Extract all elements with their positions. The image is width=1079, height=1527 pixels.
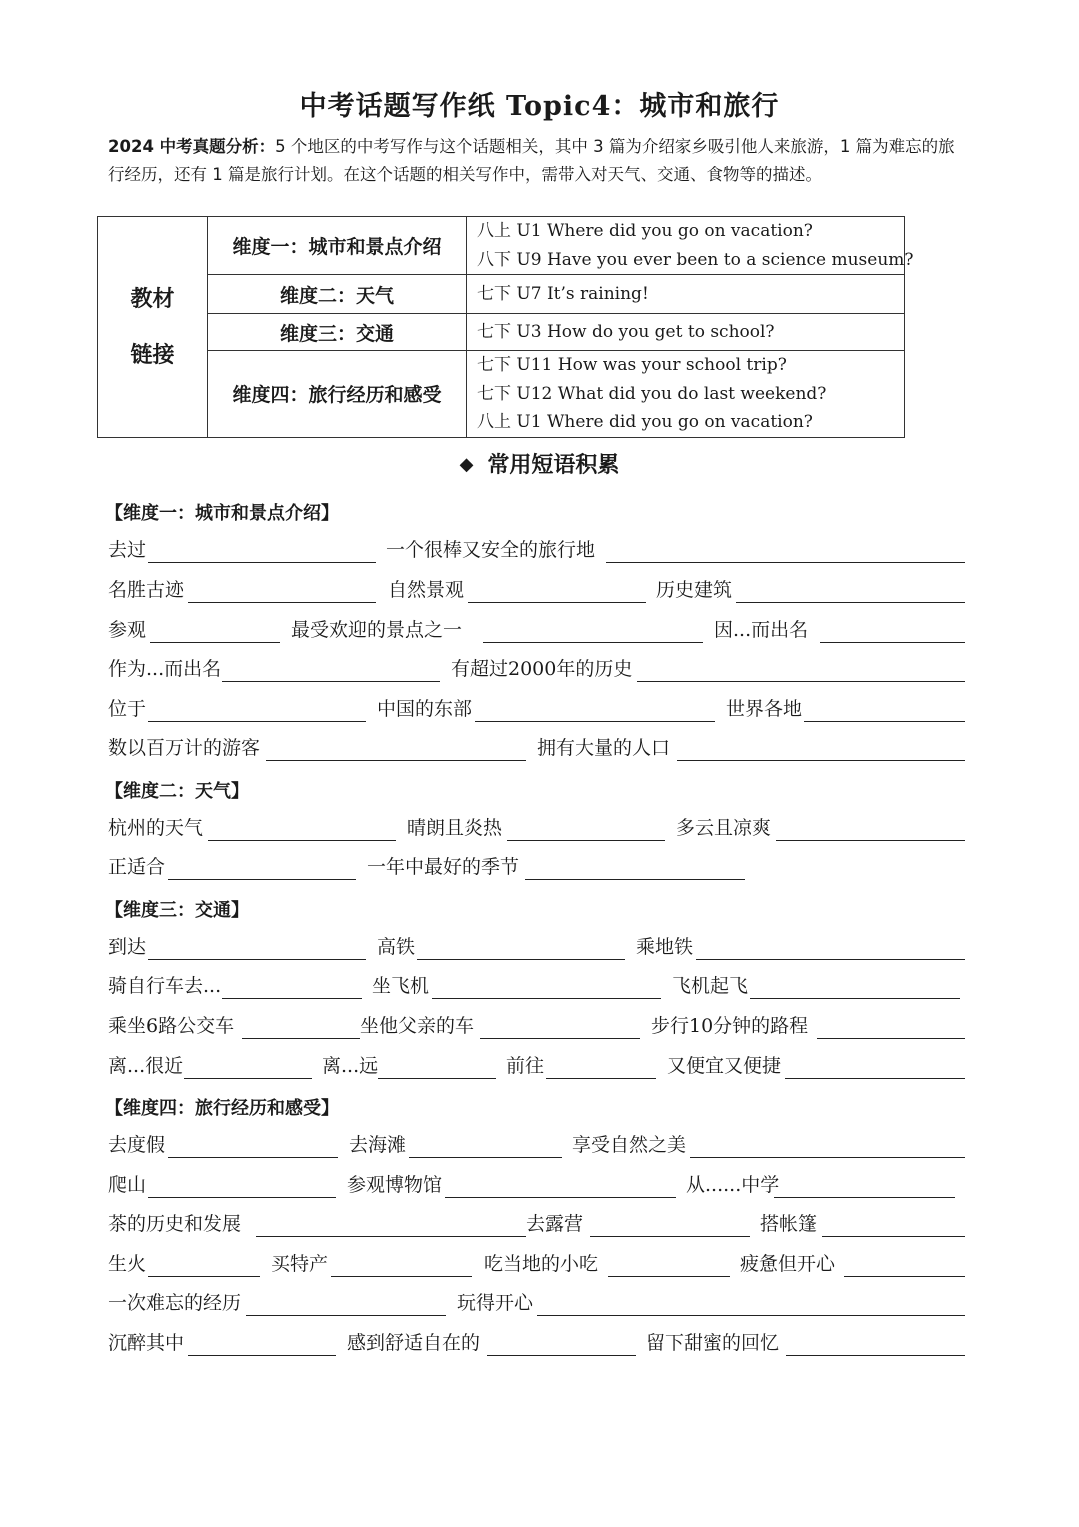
phrase-label: 去露营 xyxy=(526,1213,584,1235)
answer-blank[interactable] xyxy=(487,1355,636,1356)
phrase-item xyxy=(386,537,965,563)
phrase-item xyxy=(484,1251,730,1277)
phrase-item xyxy=(360,1013,640,1039)
answer-blank[interactable] xyxy=(432,998,661,999)
answer-blank[interactable] xyxy=(507,840,665,841)
answer-blank[interactable] xyxy=(480,1038,640,1039)
answer-blank[interactable] xyxy=(242,1038,360,1039)
phrase-row xyxy=(108,696,965,722)
phrase-item xyxy=(506,1053,656,1079)
phrase-item xyxy=(686,1172,955,1198)
diamond-icon: ◆ xyxy=(459,454,474,475)
answer-blank[interactable] xyxy=(736,602,965,603)
answer-blank[interactable] xyxy=(266,760,526,761)
answer-blank[interactable] xyxy=(417,959,625,960)
answer-blank[interactable] xyxy=(148,562,376,563)
phrase-label: 从......中学 xyxy=(686,1174,780,1196)
dimension-cell: 维度一：城市和景点介绍 xyxy=(208,217,467,275)
phrase-item xyxy=(714,617,965,643)
phrase-row xyxy=(108,815,965,841)
phrase-label: 飞机起飞 xyxy=(672,975,749,997)
phrase-item xyxy=(349,1132,562,1158)
phrase-item xyxy=(271,1251,472,1277)
phrase-label: 骑自行车去... xyxy=(108,975,222,997)
answer-blank[interactable] xyxy=(817,1038,965,1039)
phrase-label: 茶的历史和发展 xyxy=(108,1213,242,1235)
unit-item: 七下 U7 It’s raining! xyxy=(477,283,649,304)
answer-blank[interactable] xyxy=(148,1276,260,1277)
phrase-label: 正适合 xyxy=(108,856,166,878)
dimension-cell: 维度四：旅行经历和感受 xyxy=(208,351,467,438)
phrase-label: 乘坐6路公交车 xyxy=(108,1015,235,1037)
phrase-label: 生火 xyxy=(108,1253,147,1275)
phrase-row xyxy=(108,735,965,761)
phrase-row xyxy=(108,1132,965,1158)
dimension-heading: 【维度三：交通】 xyxy=(105,900,249,921)
phrase-item xyxy=(108,1132,338,1158)
phrase-item xyxy=(372,973,661,999)
answer-blank[interactable] xyxy=(606,562,965,563)
intro-bold-label: 2024 中考真题分析： xyxy=(108,137,276,156)
phrase-row xyxy=(108,973,965,999)
dimension-heading: 【维度四：旅行经历和感受】 xyxy=(105,1098,339,1119)
phrase-item xyxy=(108,656,440,682)
answer-blank[interactable] xyxy=(804,721,965,722)
phrase-item xyxy=(347,1172,676,1198)
phrase-row xyxy=(108,1211,965,1237)
answer-blank[interactable] xyxy=(188,1355,336,1356)
units-cell xyxy=(467,314,905,351)
phrase-item xyxy=(676,815,965,841)
phrase-label: 历史建筑 xyxy=(656,579,733,601)
answer-blank[interactable] xyxy=(409,1157,562,1158)
phrase-label: 高铁 xyxy=(377,936,416,958)
phrase-label: 参观博物馆 xyxy=(347,1174,443,1196)
phrase-label: 最受欢迎的景点之一 xyxy=(291,619,463,641)
phrase-row xyxy=(108,1330,965,1356)
dimension-cell: 维度三：交通 xyxy=(208,314,467,351)
phrase-item xyxy=(108,1330,336,1356)
phrase-label: 一年中最好的季节 xyxy=(367,856,520,878)
phrase-item xyxy=(740,1251,965,1277)
answer-blank[interactable] xyxy=(184,1078,312,1079)
phrase-label: 数以百万计的游客 xyxy=(108,737,261,759)
phrase-label: 爬山 xyxy=(108,1174,147,1196)
answer-blank[interactable] xyxy=(785,1078,965,1079)
phrase-row xyxy=(108,577,965,603)
answer-blank[interactable] xyxy=(696,959,965,960)
phrase-label: 搭帐篷 xyxy=(760,1213,818,1235)
phrase-item xyxy=(367,854,745,880)
answer-blank[interactable] xyxy=(208,840,396,841)
answer-blank[interactable] xyxy=(246,1315,446,1316)
header-line-2: 链接 xyxy=(130,341,175,368)
phrase-row xyxy=(108,537,965,563)
answer-blank[interactable] xyxy=(188,602,376,603)
phrase-item xyxy=(108,1053,312,1079)
phrase-label: 参观 xyxy=(108,619,147,641)
unit-item: 八上 U1 Where did you go on vacation? xyxy=(477,412,813,432)
answer-blank[interactable] xyxy=(150,642,280,643)
phrase-label: 晴朗且炎热 xyxy=(407,817,503,839)
phrase-label: 坐他父亲的车 xyxy=(360,1015,475,1037)
answer-blank[interactable] xyxy=(331,1276,472,1277)
textbook-links-header xyxy=(98,217,208,438)
answer-blank[interactable] xyxy=(445,1197,676,1198)
answer-blank[interactable] xyxy=(637,681,965,682)
units-cell xyxy=(467,217,914,275)
phrase-item xyxy=(537,735,965,761)
phrase-item xyxy=(407,815,665,841)
intro-text: 5 个地区的中考写作与这个话题相关，其中 3 篇为介绍家乡吸引他人来旅游，1 篇为难忘的旅行经历，还有 1 篇是旅行计划。在这个话题的相关写作中，需带入对天气、交通、食物等的描述。 xyxy=(108,137,955,184)
phrase-label: 疲惫但开心 xyxy=(740,1253,836,1275)
phrase-label: 乘地铁 xyxy=(636,936,694,958)
phrase-item xyxy=(108,934,366,960)
phrase-label: 一次难忘的经历 xyxy=(108,1292,242,1314)
phrase-item xyxy=(457,1290,965,1316)
phrase-label: 作为...而出名 xyxy=(108,658,222,680)
phrase-label: 玩得开心 xyxy=(457,1292,534,1314)
phrase-item xyxy=(108,537,376,563)
header-line-1: 教材 xyxy=(130,285,175,312)
answer-blank[interactable] xyxy=(148,1197,336,1198)
answer-blank[interactable] xyxy=(148,959,366,960)
phrase-item xyxy=(572,1132,965,1158)
phrase-label: 位于 xyxy=(108,698,147,720)
answer-blank[interactable] xyxy=(483,642,703,643)
phrase-label: 享受自然之美 xyxy=(572,1134,687,1156)
phrase-label: 买特产 xyxy=(271,1253,329,1275)
phrase-label: 世界各地 xyxy=(726,698,803,720)
answer-blank[interactable] xyxy=(222,681,440,682)
phrase-item xyxy=(377,696,715,722)
phrase-label: 中国的东部 xyxy=(377,698,473,720)
phrase-label: 离...很近 xyxy=(108,1055,184,1077)
phrase-item xyxy=(108,1013,360,1039)
phrase-label: 有超过2000年的历史 xyxy=(451,658,633,680)
answer-blank[interactable] xyxy=(475,721,715,722)
phrase-item xyxy=(646,1330,965,1356)
answer-blank[interactable] xyxy=(590,1236,750,1237)
answer-blank[interactable] xyxy=(378,1078,496,1079)
phrase-label: 多云且凉爽 xyxy=(676,817,772,839)
phrase-item xyxy=(108,1251,260,1277)
phrase-item xyxy=(726,696,965,722)
phrase-row xyxy=(108,617,965,643)
unit-item: 七下 U3 How do you get to school? xyxy=(477,321,775,342)
phrase-label: 去过 xyxy=(108,539,147,561)
phrase-item xyxy=(451,656,965,682)
phrase-label: 名胜古迹 xyxy=(108,579,185,601)
phrase-item xyxy=(322,1053,496,1079)
phrase-label: 去度假 xyxy=(108,1134,166,1156)
units-cell xyxy=(467,275,905,314)
answer-blank[interactable] xyxy=(525,879,745,880)
answer-blank[interactable] xyxy=(256,1236,526,1237)
phrase-label: 吃当地的小吃 xyxy=(484,1253,599,1275)
phrase-item xyxy=(108,696,366,722)
phrase-row xyxy=(108,1053,965,1079)
answer-blank[interactable] xyxy=(776,840,965,841)
phrase-item xyxy=(656,577,965,603)
phrase-row xyxy=(108,1013,965,1039)
dimension-heading: 【维度一：城市和景点介绍】 xyxy=(105,503,339,524)
phrase-item xyxy=(667,1053,965,1079)
phrase-item xyxy=(108,1290,446,1316)
phrase-label: 因...而出名 xyxy=(714,619,809,641)
textbook-links-table xyxy=(97,216,914,438)
phrase-item xyxy=(108,577,376,603)
unit-item: 八上 U1 Where did you go on vacation? xyxy=(477,221,813,241)
phrase-item xyxy=(672,973,960,999)
units-cell xyxy=(467,351,905,438)
phrase-label: 留下甜蜜的回忆 xyxy=(646,1332,780,1354)
phrase-label: 坐飞机 xyxy=(372,975,430,997)
phrase-row xyxy=(108,934,965,960)
phrase-item xyxy=(388,577,646,603)
answer-blank[interactable] xyxy=(608,1276,730,1277)
phrase-item xyxy=(108,854,356,880)
phrase-item xyxy=(760,1211,965,1237)
phrase-label: 到达 xyxy=(108,936,147,958)
phrase-item xyxy=(108,735,526,761)
phrase-item xyxy=(108,973,362,999)
phrase-row xyxy=(108,656,965,682)
phrase-row xyxy=(108,1172,965,1198)
phrase-item xyxy=(108,1211,526,1237)
phrases-heading-text: 常用短语积累 xyxy=(487,452,620,478)
answer-blank[interactable] xyxy=(168,1157,338,1158)
phrase-item xyxy=(108,617,280,643)
dimension-cell: 维度二：天气 xyxy=(208,275,467,314)
answer-blank[interactable] xyxy=(468,602,646,603)
phrase-row xyxy=(108,1290,965,1316)
phrase-label: 自然景观 xyxy=(388,579,465,601)
phrase-item xyxy=(377,934,625,960)
phrase-row xyxy=(108,854,965,880)
phrase-label: 前往 xyxy=(506,1055,545,1077)
phrase-row xyxy=(108,1251,965,1277)
phrase-label: 一个很棒又安全的旅行地 xyxy=(386,539,596,561)
phrase-item xyxy=(651,1013,965,1039)
answer-blank[interactable] xyxy=(844,1276,965,1277)
answer-blank[interactable] xyxy=(820,642,965,643)
phrases-section-heading xyxy=(0,448,1079,479)
phrase-label: 感到舒适自在的 xyxy=(347,1332,481,1354)
answer-blank[interactable] xyxy=(690,1157,965,1158)
answer-blank[interactable] xyxy=(537,1315,965,1316)
unit-item: 七下 U11 How was your school trip? xyxy=(477,355,787,375)
phrase-item xyxy=(108,1172,336,1198)
phrase-label: 步行10分钟的路程 xyxy=(651,1015,809,1037)
answer-blank[interactable] xyxy=(774,1197,955,1198)
phrase-item xyxy=(291,617,703,643)
phrase-item xyxy=(108,815,396,841)
page-title: 中考话题写作纸 Topic4：城市和旅行 xyxy=(299,91,780,122)
phrase-label: 沉醉其中 xyxy=(108,1332,185,1354)
phrase-item xyxy=(347,1330,636,1356)
unit-item: 七下 U12 What did you do last weekend? xyxy=(477,383,827,404)
answer-blank[interactable] xyxy=(168,879,356,880)
answer-blank[interactable] xyxy=(786,1355,965,1356)
dimension-heading: 【维度二：天气】 xyxy=(105,781,249,802)
intro-paragraph xyxy=(108,133,968,189)
phrase-label: 离...远 xyxy=(322,1055,379,1077)
answer-blank[interactable] xyxy=(750,998,960,999)
phrase-label: 又便宜又便捷 xyxy=(667,1055,782,1077)
answer-blank[interactable] xyxy=(677,760,965,761)
phrase-label: 去海滩 xyxy=(349,1134,407,1156)
phrase-item xyxy=(636,934,965,960)
phrase-label: 杭州的天气 xyxy=(108,817,204,839)
phrase-label: 拥有大量的人口 xyxy=(537,737,671,759)
answer-blank[interactable] xyxy=(222,998,362,999)
answer-blank[interactable] xyxy=(822,1236,965,1237)
answer-blank[interactable] xyxy=(546,1078,656,1079)
unit-item: 八下 U9 Have you ever been to a science museum? xyxy=(477,249,914,270)
answer-blank[interactable] xyxy=(148,721,366,722)
phrase-item xyxy=(526,1211,750,1237)
